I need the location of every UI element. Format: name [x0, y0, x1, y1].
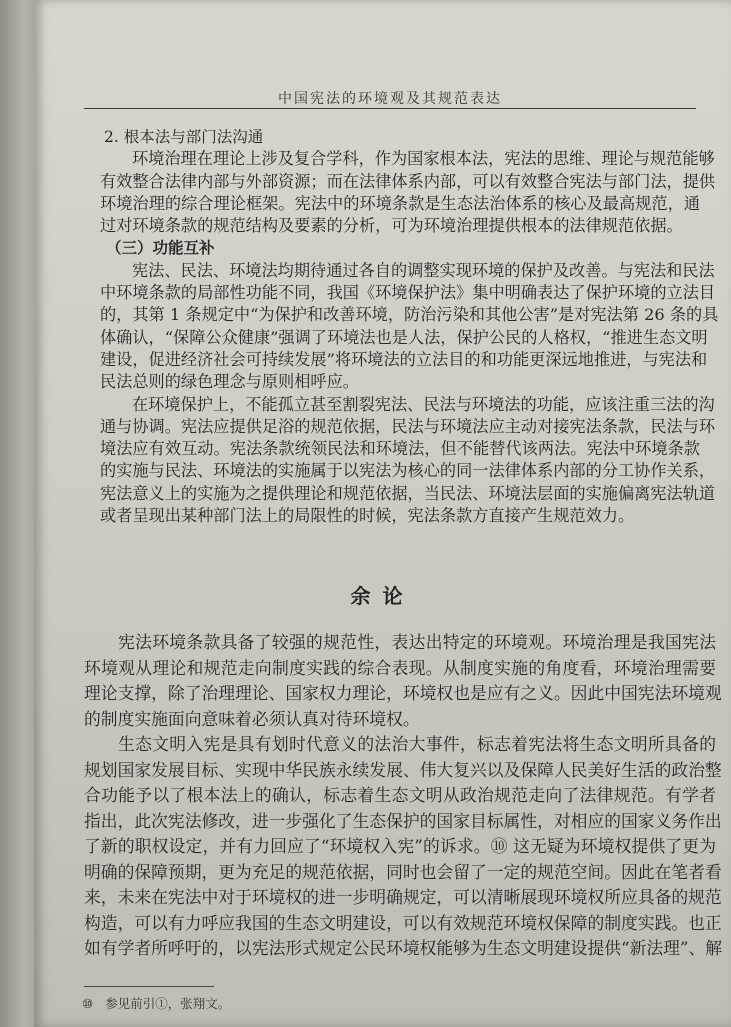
text-line: 过对环境条款的规范结构及要素的分析，可为环境治理提供根本的法律规范依据。	[100, 216, 683, 236]
running-header-title: 中国宪法的环境观及其规范表达	[278, 91, 502, 107]
text-line: 民法总则的绿色理念与原则相呼应。	[100, 372, 359, 392]
text-line: 有效整合法律内部与外部资源；而在法律体系内部，可以有效整合宪法与部门法，提供	[100, 171, 716, 191]
text-line: 在环境保护上，不能孤立甚至割裂宪法、民法与环境法的功能，应该注重三法的沟	[132, 394, 715, 414]
footnote-number: ⑩	[82, 996, 94, 1011]
text-line: 体确认，“保障公众健康”强调了环境法也是人法，保护公民的人格权，“推进生态文明	[100, 327, 708, 347]
text-line: 的实施与民法、环境法的实施属于以宪法为核心的同一法律体系内部的分工协作关系，	[100, 461, 716, 481]
main-body-text	[100, 126, 719, 527]
text-line: 通与协调。宪法应提供足浴的规范依据，民法与环境法应主动对接宪法条款，民法与环	[100, 416, 716, 436]
text-line: 合功能予以了根本法上的确认，标志着生态文明从政治规范走向了法律规范。有学者	[84, 785, 716, 805]
text-line: 了新的职权设定，并有力回应了“环境权入宪”的诉求。⑩ 这无疑为环境权提供了更为	[84, 836, 716, 856]
section-title-conclusion: 余论	[350, 584, 415, 608]
text-line: 或者呈现出某种部门法上的局限性的时候，宪法条款方直接产生规范效力。	[100, 506, 635, 526]
text-line: 理论支撑，除了治理理论、国家权力理论，环境权也是应有之义。因此中国宪法环境观	[84, 683, 722, 703]
subsection-heading-2: 2. 根本法与部门法沟通	[104, 128, 264, 146]
text-line: 的，其第 1 条规定中“为保护和改善环境，防治污染和其他公害”是对宪法第 26 条的具	[100, 305, 719, 325]
text-line: 的制度实施面向意味着必须认真对待环境权。	[84, 708, 420, 729]
text-line: 指出，此次宪法修改，进一步强化了生态保护的国家目标属性，对相应的国家义务作出	[84, 810, 722, 831]
text-line: 环境观从理论和规范走向制度实践的综合表现。从制度实施的角度看，环境治理需要	[84, 657, 716, 678]
text-line: 宪法环境条款具备了较强的规范性，表达出特定的环境观。环境治理是我国宪法	[118, 632, 716, 652]
text-line: 明确的保障预期，更为充足的规范依据，同时也会留了一定的规范空间。因此在笔者看	[84, 861, 722, 882]
footnote-text: 参见前引①，张翔文。	[105, 996, 231, 1011]
running-header	[84, 86, 696, 109]
text-line: 境法应有效互动。宪法条款统领民法和环境法，但不能替代该两法。宪法中环境条款	[100, 439, 700, 459]
text-line: 宪法意义上的实施为之提供理论和规范依据，当民法、环境法层面的实施偏离宪法轨道	[100, 483, 716, 503]
footnote	[82, 994, 230, 1012]
text-line: 环境治理的综合理论框架。宪法中的环境条款是生态法治体系的核心及最高规范，通	[100, 193, 700, 213]
text-line: 宪法、民法、环境法均期待通过各自的调整实现环境的保护及改善。与宪法和民法	[132, 260, 715, 280]
text-line: 建设，促进经济社会可持续发展”将环境法的立法目的和功能更深远地推进，与宪法和	[100, 349, 708, 369]
text-line: 环境治理在理论上涉及复合学科，作为国家根本法，宪法的思维、理论与规范能够	[132, 149, 715, 169]
text-line: 中环境条款的局部性功能不同，我国《环境保护法》集中明确表达了保护环境的立法目	[100, 283, 716, 303]
subsection-heading-3: （三）功能互补	[106, 238, 215, 258]
text-line: 生态文明入宪是具有划时代意义的法治大事件，标志着宪法将生态文明所具备的	[118, 734, 716, 754]
text-line: 来，未来在宪法中对于环境权的进一步明确规定，可以清晰展现环境权所应具备的规范	[84, 887, 722, 907]
text-line: 规划国家发展目标、实现中华民族永续发展、伟大复兴以及保障人民美好生活的政治整	[84, 759, 722, 780]
text-line: 构造，可以有力呼应我国的生态文明建设，可以有效规范环境权保障的制度实践。也正	[84, 912, 722, 933]
conclusion-body	[84, 630, 723, 962]
book-page	[34, 0, 731, 1027]
text-line: 如有学者所呼吁的，以宪法形式规定公民环境权能够为生态文明建设提供“新法理”、解	[84, 938, 723, 958]
footnote-divider	[84, 986, 214, 987]
